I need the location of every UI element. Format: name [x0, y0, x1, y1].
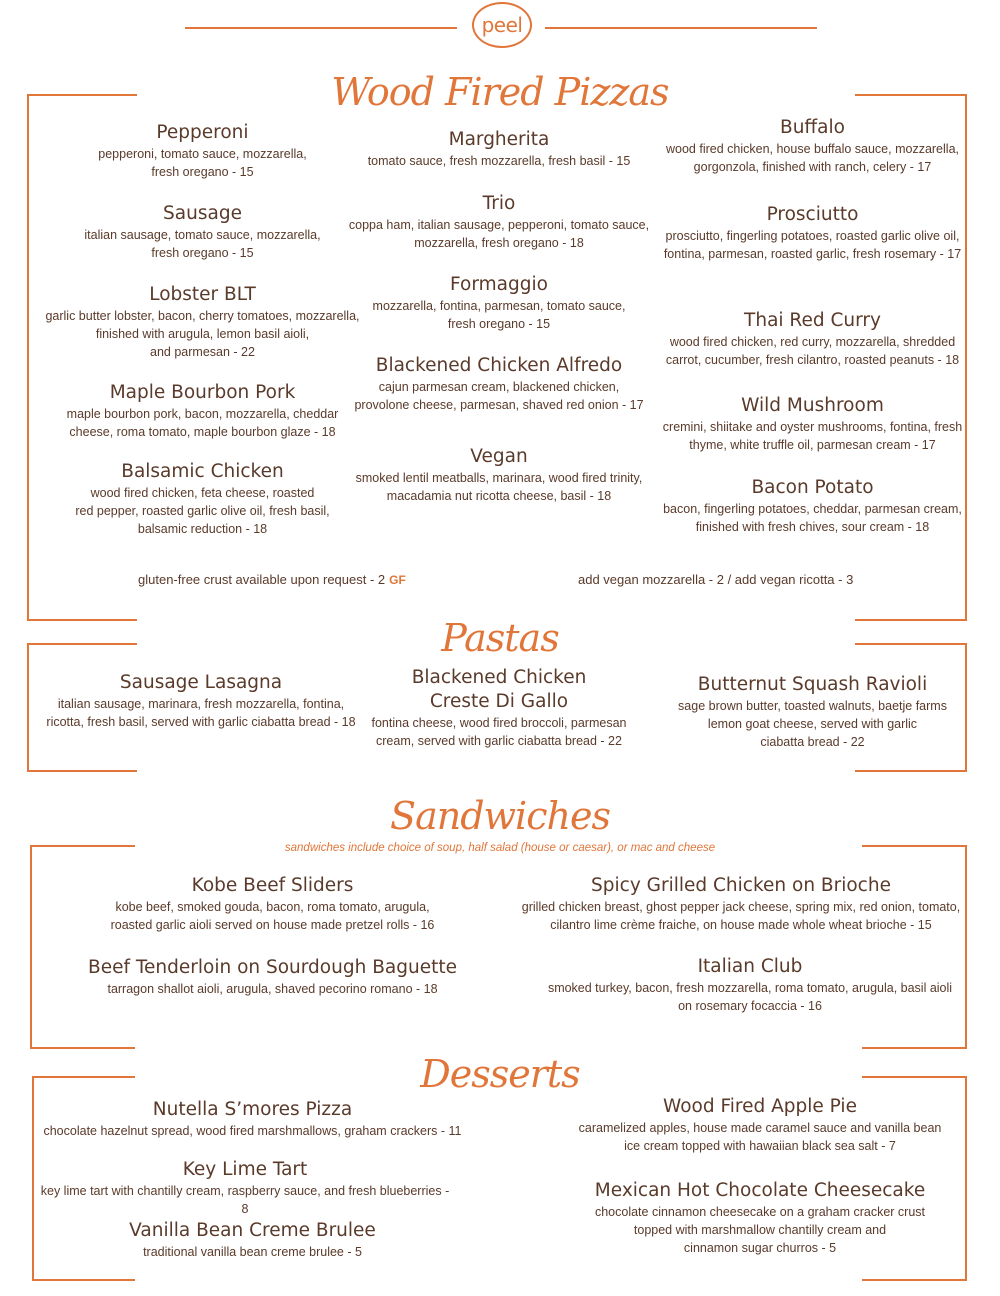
menu-item-key-lime-tart	[40, 1158, 450, 1218]
item-desc: traditional vanilla bean creme brulee - 5	[143, 1245, 362, 1259]
menu-item-buffalo	[650, 116, 975, 176]
sandwich-frame-top-right	[862, 845, 967, 847]
menu-item-sausage-lasagna	[30, 671, 372, 731]
item-name: Sausage	[163, 203, 242, 224]
dessert-frame-top-left	[32, 1076, 135, 1078]
item-name: Buffalo	[780, 117, 845, 138]
menu-item-pepperoni	[40, 121, 365, 181]
menu-item-vanilla-bean-creme-brulee	[40, 1219, 465, 1261]
item-name: Bacon Potato	[751, 477, 874, 498]
menu-item-thai-red-curry	[650, 309, 975, 369]
item-name: Nutella S’mores Pizza	[152, 1099, 353, 1120]
item-desc: tarragon shallot aioli, arugula, shaved pecorino romano - 18	[107, 982, 438, 996]
item-name: Wood Fired Apple Pie	[663, 1096, 857, 1117]
item-desc: prosciutto, fingerling potatoes, roasted garlic olive oil, fontina, parmesan, roasted garlic, fresh rosemary - 17	[663, 229, 962, 261]
item-desc: maple bourbon pork, bacon, mozzarella, cheddar cheese, roma tomato, maple bourbon glaze - 18	[66, 407, 339, 439]
menu-item-sausage	[40, 202, 365, 262]
menu-item-margherita	[340, 128, 658, 170]
menu-item-nutella-smores-pizza	[40, 1098, 465, 1140]
header-rule-right	[545, 27, 817, 29]
item-desc: caramelized apples, house made caramel sauce and vanilla bean ice cream topped with hawaiian black sea salt - 7	[578, 1121, 942, 1153]
pizza-frame-top-right	[855, 94, 967, 96]
item-desc: mozzarella, fontina, parmesan, tomato sauce, fresh oregano - 15	[372, 299, 626, 331]
menu-item-wood-fired-apple-pie	[540, 1095, 980, 1155]
item-desc: italian sausage, tomato sauce, mozzarella, fresh oregano - 15	[84, 228, 321, 260]
item-desc: chocolate hazelnut spread, wood fired marshmallows, graham crackers - 11	[43, 1124, 462, 1138]
item-name: Trio	[482, 193, 516, 214]
dessert-frame-left	[32, 1076, 34, 1280]
pasta-frame-bottom-right	[855, 770, 967, 772]
item-name: Wild Mushroom	[741, 395, 884, 416]
item-desc: chocolate cinnamon cheesecake on a graham cracker crust topped with marshmallow chantilly cream and cinnamon sugar churros - 5	[594, 1205, 926, 1255]
item-desc: smoked lentil meatballs, marinara, wood fired trinity, macadamia nut ricotta cheese, basil - 18	[355, 471, 643, 503]
menu-item-balsamic-chicken	[40, 460, 365, 538]
pasta-frame-top-left	[27, 643, 137, 645]
menu-item-blackened-chicken-creste	[340, 666, 658, 750]
menu-item-mexican-hot-chocolate-cheesecake	[540, 1179, 980, 1257]
menu-item-wild-mushroom	[650, 394, 975, 454]
sandwiches-title: Sandwiches	[390, 794, 610, 838]
pastas-title: Pastas	[441, 616, 559, 660]
item-desc: sage brown butter, toasted walnuts, baetje farms lemon goat cheese, served with garlic ciabatta bread - 22	[678, 699, 947, 749]
sandwich-frame-left	[30, 845, 32, 1048]
item-name: Lobster BLT	[149, 284, 256, 305]
item-name: Prosciutto	[766, 204, 859, 225]
item-name: Blackened Chicken Creste Di Gallo	[411, 667, 587, 712]
item-desc: key lime tart with chantilly cream, raspberry sauce, and fresh blueberries - 8	[40, 1184, 450, 1216]
menu-item-blackened-chicken-alfredo	[340, 354, 658, 414]
menu-item-bacon-potato	[650, 476, 975, 536]
item-desc: cremini, shiitake and oyster mushrooms, fontina, fresh thyme, white truffle oil, parmesan cream - 17	[662, 420, 963, 452]
item-name: Margherita	[448, 129, 550, 150]
item-desc: coppa ham, italian sausage, pepperoni, tomato sauce, mozzarella, fresh oregano - 18	[348, 218, 650, 250]
item-desc: kobe beef, smoked gouda, bacon, roma tomato, arugula, roasted garlic aioli served on house made pretzel rolls - 16	[110, 900, 435, 932]
item-desc: smoked turkey, bacon, fresh mozzarella, roma tomato, arugula, basil aioli on rosemary focaccia - 16	[547, 981, 953, 1013]
item-name: Butternut Squash Ravioli	[697, 674, 928, 695]
item-desc: wood fired chicken, house buffalo sauce, mozzarella, gorgonzola, finished with ranch, celery - 17	[666, 142, 959, 174]
item-desc: pepperoni, tomato sauce, mozzarella, fresh oregano - 15	[98, 147, 307, 179]
item-name: Spicy Grilled Chicken on Brioche	[591, 875, 891, 896]
sandwich-frame-bottom-left	[30, 1047, 135, 1049]
gluten-free-note	[138, 572, 406, 587]
pizza-frame-top-left	[27, 94, 137, 96]
item-name: Mexican Hot Chocolate Cheesecake	[594, 1180, 926, 1201]
desserts-title: Desserts	[420, 1052, 580, 1096]
pizza-frame-left	[27, 94, 29, 620]
menu-item-formaggio	[340, 273, 658, 333]
menu-item-lobster-blt	[40, 283, 365, 361]
item-name: Maple Bourbon Pork	[109, 382, 296, 403]
dessert-frame-bottom-right	[862, 1279, 967, 1281]
item-name: Italian Club	[697, 956, 803, 977]
menu-item-italian-club	[530, 955, 970, 1015]
logo-text: peel	[481, 13, 523, 37]
dessert-frame-bottom-left	[32, 1279, 135, 1281]
menu-item-trio	[340, 192, 658, 252]
vegan-cheese-note: add vegan mozzarella - 2 / add vegan ricotta - 3	[578, 572, 854, 587]
menu-item-beef-tenderloin	[70, 956, 475, 998]
item-desc: cajun parmesan cream, blackened chicken, provolone cheese, parmesan, shaved red onion - 17	[354, 380, 644, 412]
item-desc: tomato sauce, fresh mozzarella, fresh basil - 15	[367, 154, 631, 168]
header-rule-left	[185, 27, 457, 29]
item-desc: fontina cheese, wood fired broccoli, parmesan cream, served with garlic ciabatta bread - 22	[371, 716, 627, 748]
item-name: Vegan	[470, 446, 528, 467]
sandwiches-subtitle: sandwiches include choice of soup, half salad (house or caesar), or mac and cheese	[284, 842, 716, 854]
pasta-frame-top-right	[855, 643, 967, 645]
pizzas-title: Wood Fired Pizzas	[331, 70, 669, 114]
sandwich-frame-top-left	[30, 845, 135, 847]
dessert-frame-top-right	[862, 1076, 967, 1078]
peel-logo	[472, 2, 532, 48]
item-name: Balsamic Chicken	[121, 461, 284, 482]
item-desc: wood fired chicken, feta cheese, roasted red pepper, roasted garlic olive oil, fresh basil, balsamic reduction - 18	[75, 486, 330, 536]
item-name: Sausage Lasagna	[119, 672, 283, 693]
menu-item-vegan	[340, 445, 658, 505]
sandwich-frame-bottom-right	[862, 1047, 967, 1049]
item-name: Key Lime Tart	[182, 1159, 308, 1180]
item-desc: garlic butter lobster, bacon, cherry tomatoes, mozzarella, finished with arugula, lemon basil aioli, and parmesan - 22	[45, 309, 360, 359]
item-name: Kobe Beef Sliders	[191, 875, 354, 896]
menu-item-spicy-grilled-chicken	[510, 874, 972, 934]
item-desc: italian sausage, marinara, fresh mozzarella, fontina, ricotta, fresh basil, served with garlic ciabatta bread - 18	[46, 697, 356, 729]
item-name: Pepperoni	[156, 122, 249, 143]
item-desc: bacon, fingerling potatoes, cheddar, parmesan cream, finished with fresh chives, sour cream - 18	[663, 502, 962, 534]
pasta-frame-bottom-left	[27, 770, 137, 772]
item-name: Formaggio	[450, 274, 548, 295]
item-name: Vanilla Bean Creme Brulee	[129, 1220, 376, 1241]
menu-item-butternut-squash-ravioli	[650, 673, 975, 751]
menu-item-kobe-beef-sliders	[70, 874, 475, 934]
item-name: Blackened Chicken Alfredo	[375, 355, 623, 376]
menu-item-maple-bourbon-pork	[40, 381, 365, 441]
item-desc: wood fired chicken, red curry, mozzarella, shredded carrot, cucumber, fresh cilantro, roasted peanuts - 18	[665, 335, 960, 367]
item-name: Thai Red Curry	[744, 310, 881, 331]
menu-item-prosciutto	[650, 203, 975, 263]
gluten-free-text: gluten-free crust available upon request - 2	[138, 572, 386, 587]
item-name: Beef Tenderloin on Sourdough Baguette	[88, 957, 457, 978]
item-desc: grilled chicken breast, ghost pepper jack cheese, spring mix, red onion, tomato, cilantro lime crème fraiche, on house made whole wheat brioche - 15	[521, 900, 961, 932]
pasta-frame-left	[27, 643, 29, 771]
gluten-free-icon: GF	[389, 573, 406, 587]
